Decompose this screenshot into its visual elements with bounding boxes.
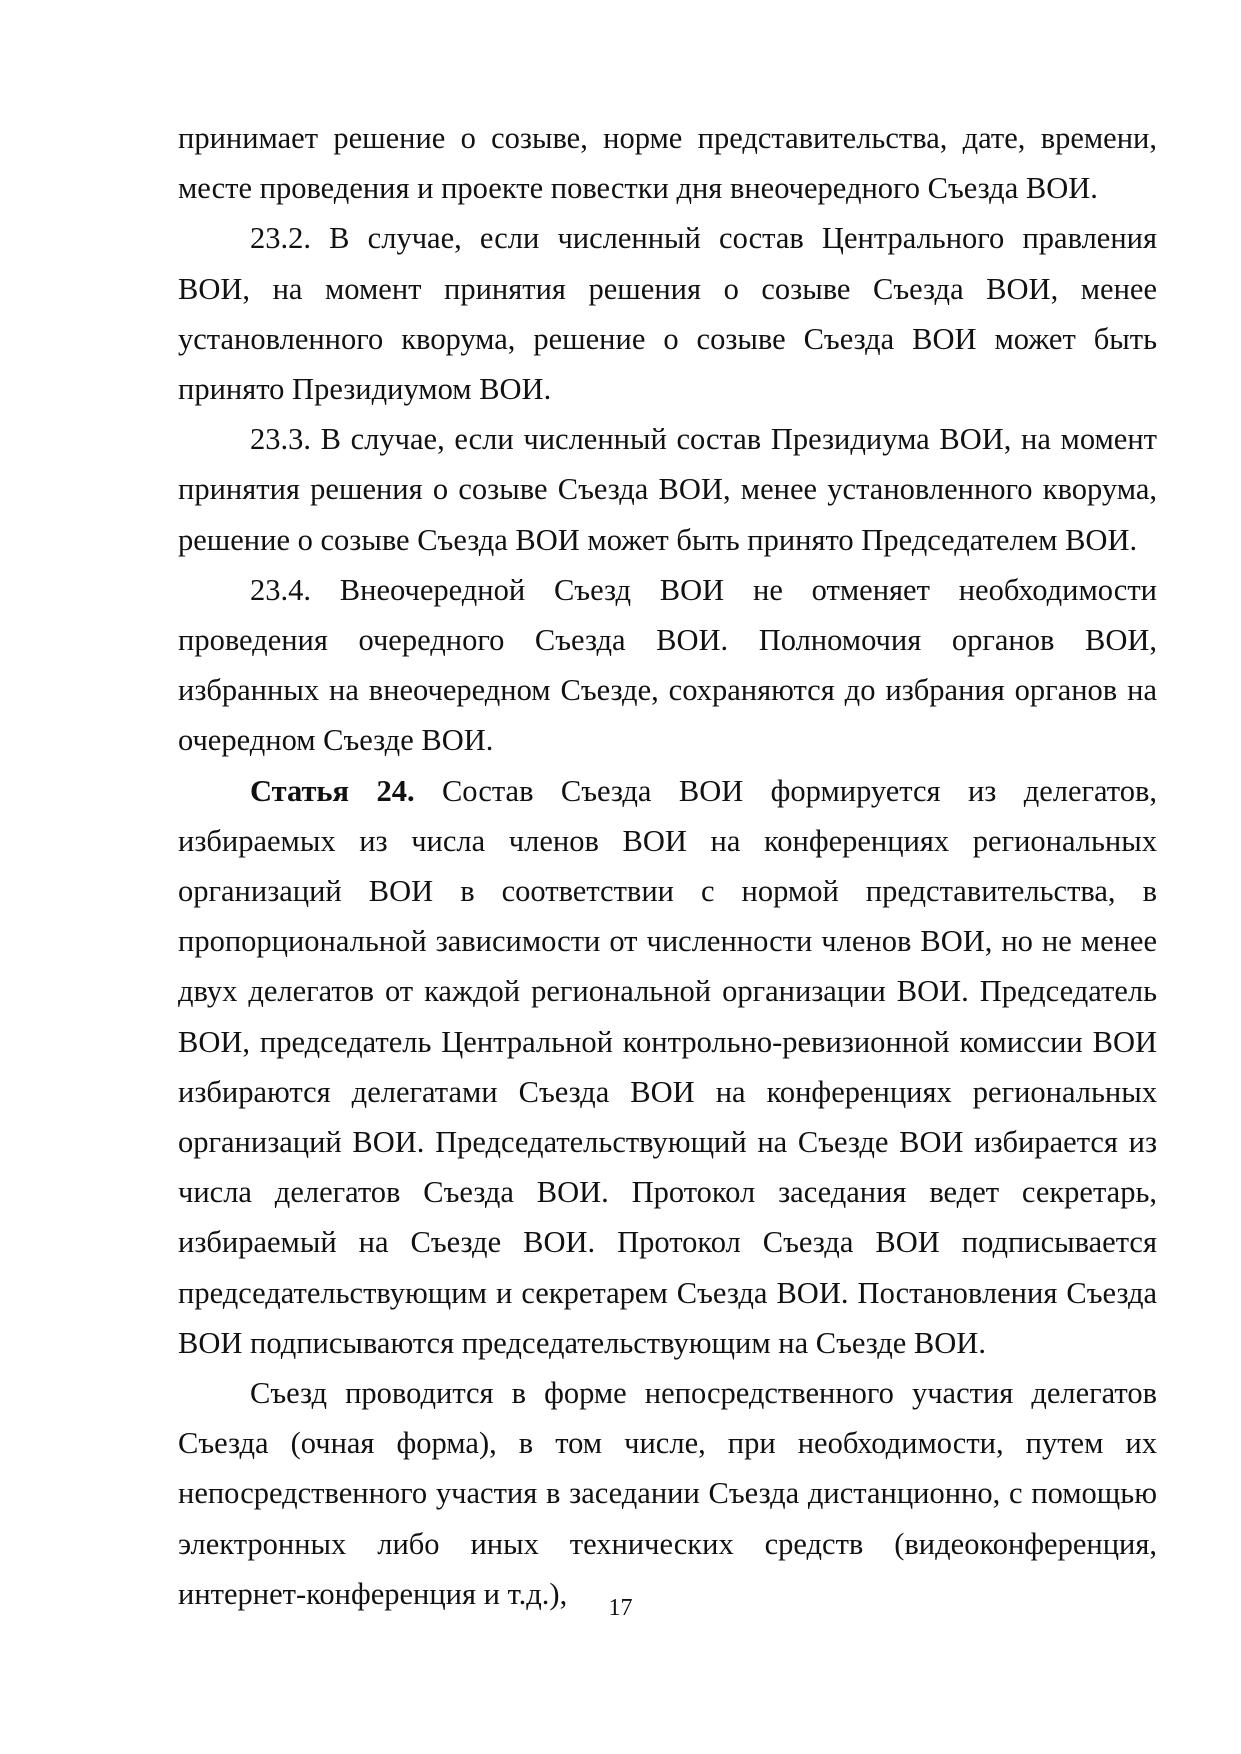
paragraph-continuation: принимает решение о созыве, норме представительства, дате, времени, месте проведения и проекте повестки дня внеочередного Съезда ВОИ. xyxy=(178,121,1157,206)
paragraph-23-2: 23.2. В случае, если численный состав Центрального правления ВОИ, на момент принятия решения о созыве Съезда ВОИ, менее установленного кворума, решение о созыве Съезда ВОИ может быть принято Президиумом ВОИ. xyxy=(178,221,1157,407)
article-24-title: Статья 24. xyxy=(250,773,415,808)
paragraph-article-24 xyxy=(178,766,1157,1368)
paragraph-congress-form: Съезд проводится в форме непосредственного участия делегатов Съезда (очная форма), в том числе, при необходимости, путем их непосредственного участия в заседании Съезда дистанционно, с помощью электронных либо иных технических средств (видеоконференция, интернет-конференция и т.д.), xyxy=(178,1376,1157,1611)
paragraph-23-4: 23.4. Внеочередной Съезд ВОИ не отменяет необходимости проведения очередного Съезда ВОИ. Полномочия органов ВОИ, избранных на внеочередном Съезде, сохраняются до избрания органов на очередном Съезде ВОИ. xyxy=(178,572,1157,758)
page-body xyxy=(178,113,1157,1619)
page-number: 17 xyxy=(608,1595,633,1621)
article-24-text: Состав Съезда ВОИ формируется из делегатов, избираемых из числа членов ВОИ на конференциях региональных организаций ВОИ в соответствии с нормой представительства, в пропорциональной зависимости от численности членов ВОИ, но не менее двух делегатов от каждой региональной организации ВОИ. Председатель ВОИ, председатель Центральной контрольно-ревизионной комиссии ВОИ избираются делегатами Съезда ВОИ на конференциях региональных организаций ВОИ. Председательствующий на Съезде ВОИ избирается из числа делегатов Съезда ВОИ. Протокол заседания ведет секретарь, избираемый на Съезде ВОИ. Протокол Съезда ВОИ подписывается председательствующим и секретарем Съезда ВОИ. Постановления Съезда ВОИ подписываются председательствующим на Съезде ВОИ. xyxy=(178,773,1157,1360)
paragraph-23-3: 23.3. В случае, если численный состав Президиума ВОИ, на момент принятия решения о созыве Съезда ВОИ, менее установленного кворума, решение о созыве Съезда ВОИ может быть принято Председателем ВОИ. xyxy=(178,422,1157,557)
